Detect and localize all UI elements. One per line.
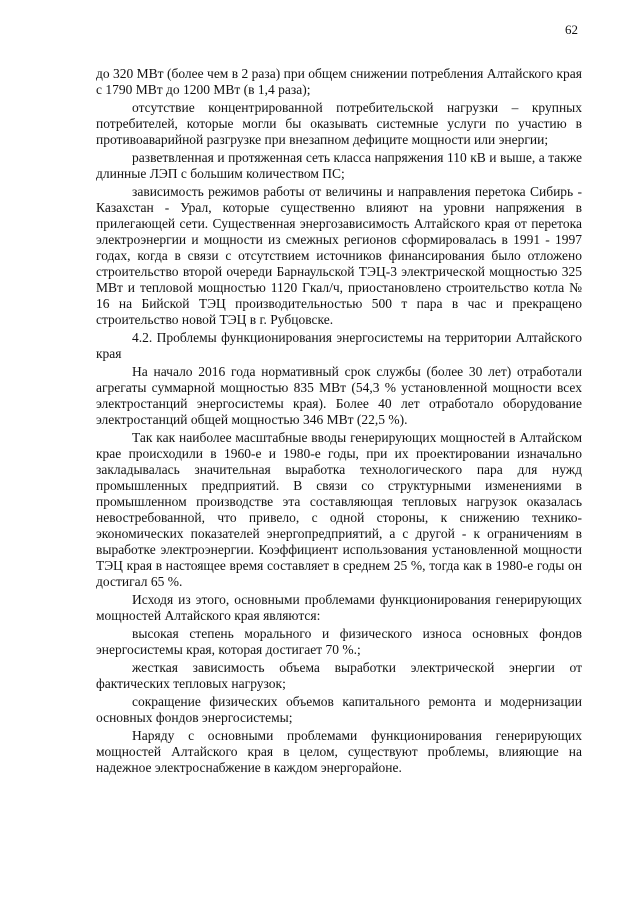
paragraph: сокращение физических объемов капитального ремонта и модернизации основных фондов энергосистемы; <box>96 694 582 725</box>
paragraph: отсутствие концентрированной потребительской нагрузки – крупных потребителей, которые могли бы оказывать системные услуги по участию в противоаварийной разгрузке при внезапном дефиците мощности или энергии; <box>96 100 582 147</box>
paragraph: зависимость режимов работы от величины и направления перетока Сибирь - Казахстан - Урал, которые существенно влияют на уровни напряжения в прилегающей сети. Существенная энергозависимость Алтайского края от перетока электроэнергии и мощности из смежных регионов сформировалась в 1991 - 1997 годах, когда в связи с отсутствием источников финансирования было отложено строительство второй очереди Барнаульской ТЭЦ-3 электрической мощностью 325 МВт и тепловой мощностью 1120 Гкал/ч, приостановлено строительство котла № 16 на Бийской ТЭЦ производительностью 500 т пара в час и прекращено строительство новой ТЭЦ в г. Рубцовске. <box>96 184 582 327</box>
paragraph: Наряду с основными проблемами функционирования генерирующих мощностей Алтайского края в целом, существуют проблемы, влияющие на надежное электроснабжение в каждом энергорайоне. <box>96 728 582 775</box>
paragraph: жесткая зависимость объема выработки электрической энергии от фактических тепловых нагрузок; <box>96 660 582 691</box>
paragraph: Так как наиболее масштабные вводы генерирующих мощностей в Алтайском крае происходили в 1960-е и 1980-е годы, при их проектировании изначально закладывалась значительная выработка технологического пара для нужд промышленных предприятий. В связи со структурными изменениями в промышленном производстве эта составляющая тепловых нагрузок оказалась невостребованной, что привело, с одной стороны, к снижению технико-экономических показателей энергопредприятий, а с другой - к ограничениям в выработке электроэнергии. Коэффициент использования установленной мощности ТЭЦ края в настоящее время составляет в среднем 25 %, тогда как в 1980-е годы он достигал 65 %. <box>96 430 582 589</box>
document-body <box>96 66 582 778</box>
paragraph: Исходя из этого, основными проблемами функционирования генерирующих мощностей Алтайского края являются: <box>96 592 582 623</box>
paragraph: высокая степень морального и физического износа основных фондов энергосистемы края, которая достигает 70 %.; <box>96 626 582 657</box>
page-number: 62 <box>565 22 578 37</box>
paragraph: разветвленная и протяженная сеть класса напряжения 110 кВ и выше, а также длинные ЛЭП с большим количеством ПС; <box>96 150 582 181</box>
paragraph: до 320 МВт (более чем в 2 раза) при общем снижении потребления Алтайского края с 1790 МВт до 1200 МВт (в 1,4 раза); <box>96 66 582 97</box>
paragraph: На начало 2016 года нормативный срок службы (более 30 лет) отработали агрегаты суммарной мощностью 835 МВт (54,3 % установленной мощности всех электростанций энергосистемы края). Более 40 лет отработало оборудование электростанций общей мощностью 346 МВт (22,5 %). <box>96 364 582 427</box>
paragraph: 4.2. Проблемы функционирования энергосистемы на территории Алтайского края <box>96 330 582 361</box>
